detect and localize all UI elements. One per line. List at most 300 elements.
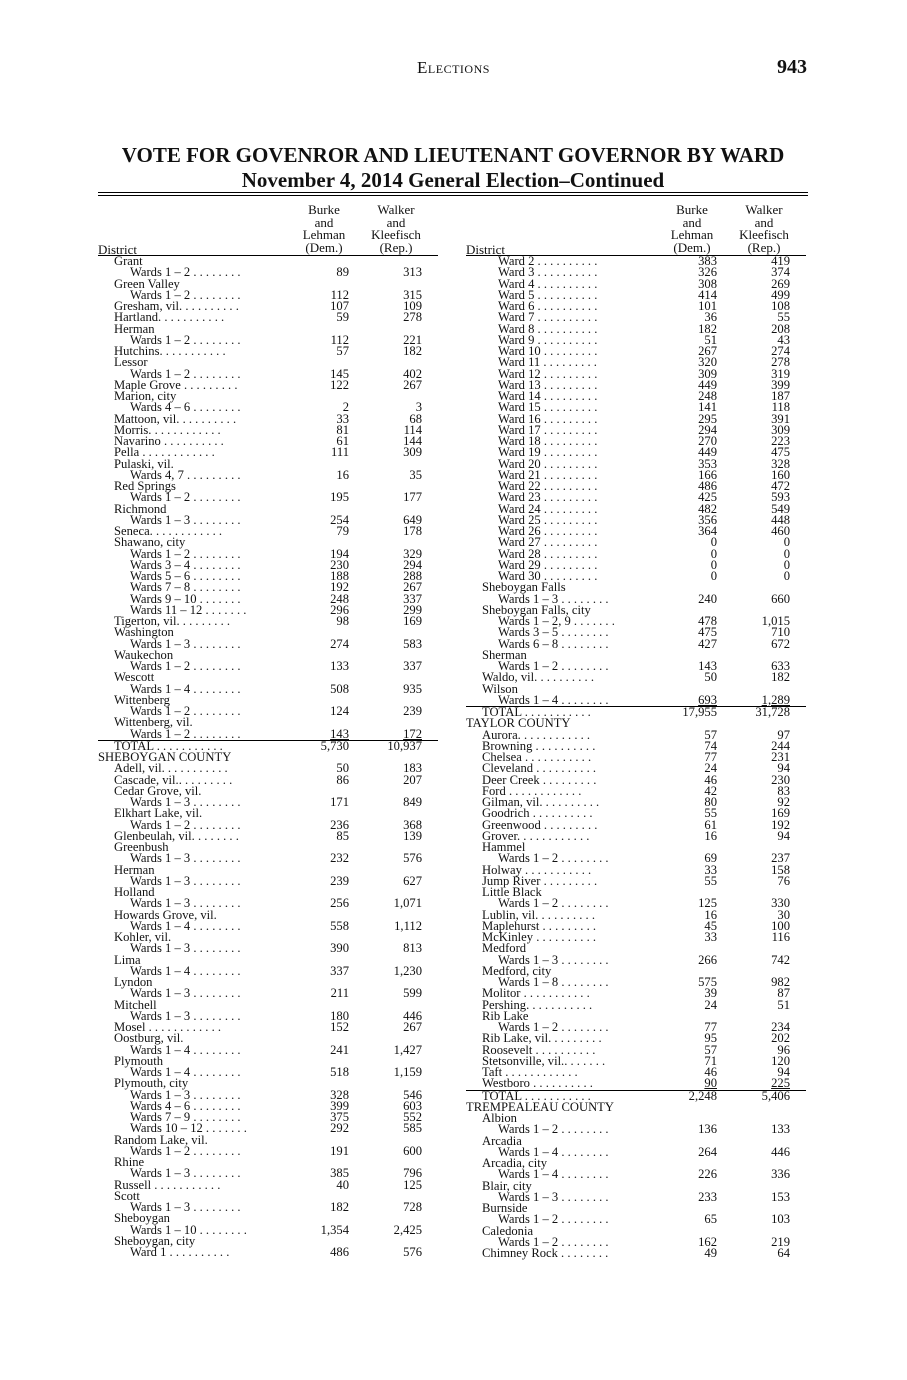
district-name: Grant xyxy=(114,254,143,268)
district-name: Wards 1 – 2 . . . . . . . . xyxy=(498,1020,609,1034)
walker-votes: 160 xyxy=(771,467,790,482)
burke-votes: 427 xyxy=(698,636,717,651)
header-line: and xyxy=(314,214,334,230)
district-name: TOTAL . . . . . . . . . . . xyxy=(482,1088,591,1103)
district-name: Ward 28 . . . . . . . . . xyxy=(498,546,598,561)
walker-votes: 0 xyxy=(783,535,790,550)
walker-votes: 583 xyxy=(403,636,422,651)
district-name: Marion, city xyxy=(114,389,177,403)
district-name: Wards 1 – 4 . . . . . . . . xyxy=(498,1167,609,1182)
walker-votes: 288 xyxy=(403,569,422,583)
burke-votes: 49 xyxy=(704,1246,717,1260)
walker-votes: 313 xyxy=(403,265,422,280)
walker-votes: 633 xyxy=(771,659,790,673)
walker-votes: 329 xyxy=(403,546,422,561)
walker-votes: 92 xyxy=(777,795,790,809)
district-name: Wards 1 – 3 . . . . . . . . xyxy=(130,512,241,527)
district-name: Rib Lake, vil. . . . . . . . . xyxy=(482,1031,602,1046)
district-name: Deer Creek . . . . . . . . . xyxy=(482,772,597,787)
walker-votes: 267 xyxy=(403,580,422,595)
district-name: Russell . . . . . . . . . . . xyxy=(114,1177,221,1192)
burke-votes: 55 xyxy=(704,873,717,888)
left-rows xyxy=(98,256,438,1258)
walker-votes: 225 xyxy=(771,1076,790,1091)
walker-votes: 55 xyxy=(777,310,790,325)
header-line: Burke xyxy=(676,202,708,217)
district-name: Wards 1 – 4 . . . . . . . . xyxy=(130,963,241,978)
page-number: 943 xyxy=(777,56,807,78)
burke-header xyxy=(294,204,354,254)
district-name: Wards 4 – 6 . . . . . . . . xyxy=(130,400,241,415)
district-name: Oostburg, vil. xyxy=(114,1031,184,1046)
burke-votes: 71 xyxy=(704,1053,717,1068)
district-name: Holway . . . . . . . . . . . xyxy=(482,862,592,877)
walker-votes: 96 xyxy=(777,1042,790,1057)
burke-votes: 133 xyxy=(330,659,349,673)
burke-votes: 478 xyxy=(698,614,717,628)
burke-votes: 171 xyxy=(330,795,349,809)
burke-votes: 141 xyxy=(698,400,717,415)
walker-votes: 192 xyxy=(771,817,790,832)
burke-votes: 86 xyxy=(336,772,349,787)
burke-votes: 33 xyxy=(704,930,717,944)
district-name: Burnside xyxy=(482,1201,528,1215)
burke-votes: 294 xyxy=(698,422,717,437)
burke-votes: 65 xyxy=(704,1212,717,1227)
header-line: (Dem.) xyxy=(673,239,711,255)
district-name: Wards 1 – 2 . . . . . . . . xyxy=(498,1212,609,1227)
district-name: Ward 2 . . . . . . . . . . xyxy=(498,254,598,268)
district-name: Wards 1 – 3 . . . . . . . . xyxy=(130,873,241,888)
district-name: Ward 26 . . . . . . . . . xyxy=(498,524,598,538)
district-name: Lublin, vil. . . . . . . . . . xyxy=(482,907,595,922)
district-name: Wards 1 – 3 . . . . . . . . xyxy=(130,1166,241,1181)
walker-votes: 600 xyxy=(403,1143,422,1158)
header-line: Lehman xyxy=(670,227,714,242)
district-name: Blair, city xyxy=(482,1178,532,1193)
burke-votes: 390 xyxy=(330,941,349,956)
table-row xyxy=(466,1248,806,1259)
walker-votes: 742 xyxy=(771,952,790,967)
district-name: Wards 1 – 2 . . . . . . . . xyxy=(130,817,241,832)
district-name: Wards 1 – 2 . . . . . . . . xyxy=(498,896,609,911)
district-name: Ward 8 . . . . . . . . . . xyxy=(498,321,598,336)
district-name: Seneca. . . . . . . . . . . . xyxy=(114,524,223,538)
walker-votes: 460 xyxy=(771,524,790,538)
district-name: Maplehurst . . . . . . . . . xyxy=(482,918,597,933)
burke-votes: 180 xyxy=(330,1008,349,1023)
header-line: (Dem.) xyxy=(305,239,343,255)
walker-votes: 239 xyxy=(403,704,422,718)
walker-votes: 116 xyxy=(771,930,790,944)
header-line: Lehman xyxy=(302,227,346,242)
district-name: TREMPEALEAU COUNTY xyxy=(466,1099,614,1114)
walker-votes: 419 xyxy=(771,254,790,268)
walker-votes: 599 xyxy=(403,986,422,1001)
header-line: Walker xyxy=(745,202,783,217)
title-rule xyxy=(98,195,808,196)
walker-votes: 178 xyxy=(403,524,422,538)
burke-votes: 353 xyxy=(698,456,717,471)
walker-votes: 118 xyxy=(771,400,790,415)
district-name: Wards 1 – 2 . . . . . . . . xyxy=(130,659,241,673)
district-name: Elkhart Lake, vil. xyxy=(114,806,203,821)
burke-votes: 16 xyxy=(704,907,717,922)
walker-votes: 603 xyxy=(403,1098,422,1113)
burke-votes: 194 xyxy=(330,546,349,561)
burke-votes: 24 xyxy=(704,997,717,1012)
district-name: Sherman xyxy=(482,647,527,662)
header-line: Kleefisch xyxy=(739,227,789,242)
walker-votes: 336 xyxy=(771,1167,790,1182)
district-name: Wards 1 – 3 . . . . . . . . xyxy=(130,896,241,911)
district-name: Wards 1 – 2 . . . . . . . . xyxy=(130,1143,241,1158)
district-name: Hartland. . . . . . . . . . . xyxy=(114,310,225,325)
burke-votes: 77 xyxy=(704,750,717,764)
burke-votes: 17,955 xyxy=(682,705,717,719)
district-name: Ward 24 . . . . . . . . . xyxy=(498,501,598,516)
burke-votes: 518 xyxy=(330,1065,349,1079)
walker-votes: 660 xyxy=(771,591,790,606)
header-line: Burke xyxy=(308,202,340,217)
district-name: Wittenberg xyxy=(114,692,170,707)
district-name: Richmond xyxy=(114,501,167,516)
burke-votes: 232 xyxy=(330,851,349,866)
walker-votes: 549 xyxy=(771,501,790,516)
district-name: Rhine xyxy=(114,1155,145,1169)
walker-votes: 223 xyxy=(771,434,790,448)
district-name: Wards 1 – 2 . . . . . . . . xyxy=(130,287,241,302)
district-name: Ward 9 . . . . . . . . . . xyxy=(498,332,598,347)
district-name: Wards 1 – 10 . . . . . . . . xyxy=(130,1222,247,1237)
burke-votes: 59 xyxy=(336,310,349,325)
burke-votes: 264 xyxy=(698,1144,717,1159)
district-name: Tigerton, vil. . . . . . . . . xyxy=(114,614,231,628)
district-name: Mitchell xyxy=(114,997,157,1012)
burke-votes: 145 xyxy=(330,366,349,381)
district-name: Arcadia, city xyxy=(482,1156,548,1170)
burke-votes: 248 xyxy=(330,591,349,606)
walker-votes: 182 xyxy=(403,344,422,358)
district-name: Wards 1 – 2 . . . . . . . . xyxy=(498,1234,609,1249)
walker-votes: 103 xyxy=(771,1212,790,1227)
district-name: Gresham, vil. . . . . . . . . . xyxy=(114,299,239,313)
district-name: Wards 1 – 2 . . . . . . . . xyxy=(130,726,241,741)
walker-votes: 1,230 xyxy=(393,963,422,978)
walker-votes: 0 xyxy=(783,557,790,572)
walker-votes: 1,289 xyxy=(761,692,790,707)
burke-votes: 90 xyxy=(704,1076,717,1091)
district-name: Wards 1 – 3 . . . . . . . . xyxy=(498,591,609,606)
district-name: Wards 1 – 4 . . . . . . . . xyxy=(130,1065,241,1079)
walker-votes: 1,159 xyxy=(393,1065,422,1079)
burke-votes: 0 xyxy=(710,569,717,583)
district-name: Random Lake, vil. xyxy=(114,1132,208,1147)
walker-votes: 309 xyxy=(403,445,422,460)
burke-votes: 399 xyxy=(330,1098,349,1113)
district-name: Sheboygan xyxy=(114,1211,170,1226)
burke-votes: 414 xyxy=(698,287,717,302)
burke-votes: 95 xyxy=(704,1031,717,1046)
burke-votes: 162 xyxy=(698,1234,717,1249)
burke-votes: 326 xyxy=(698,265,717,280)
district-name: Wards 1 – 3 . . . . . . . . xyxy=(130,851,241,866)
walker-votes: 546 xyxy=(403,1087,422,1102)
district-name: Ward 18 . . . . . . . . . xyxy=(498,434,598,448)
burke-votes: 80 xyxy=(704,795,717,809)
walker-votes: 169 xyxy=(771,806,790,821)
burke-votes: 33 xyxy=(704,862,717,877)
district-name: TAYLOR COUNTY xyxy=(466,716,571,731)
district-name: Wittenberg, vil. xyxy=(114,715,193,730)
district-name: Wards 9 – 10 . . . . . . . xyxy=(130,591,241,606)
table-row xyxy=(98,1177,438,1192)
district-name: Chelsea . . . . . . . . . . . xyxy=(482,750,592,764)
district-name: Browning . . . . . . . . . . xyxy=(482,738,596,753)
district-name: Wescott xyxy=(114,670,155,685)
walker-votes: 83 xyxy=(777,783,790,798)
district-name: Washington xyxy=(114,625,174,640)
district-name: Ward 16 . . . . . . . . . xyxy=(498,411,598,426)
district-name: Morris. . . . . . . . . . . . xyxy=(114,422,221,437)
walker-votes: 139 xyxy=(403,828,422,843)
walker-header xyxy=(734,204,794,254)
walker-votes: 499 xyxy=(771,287,790,302)
burke-votes: 508 xyxy=(330,681,349,696)
burke-votes: 364 xyxy=(698,524,717,538)
district-name: Plymouth xyxy=(114,1053,163,1068)
district-name: Ward 21 . . . . . . . . . xyxy=(498,467,598,482)
header-line: Walker xyxy=(377,202,415,217)
walker-votes: 576 xyxy=(403,1245,422,1259)
district-name: Herman xyxy=(114,321,155,336)
district-name: Gilman, vil. . . . . . . . . . xyxy=(482,795,600,809)
table-row xyxy=(98,943,438,954)
district-name: Wards 3 – 5 . . . . . . . . xyxy=(498,625,609,640)
header-line: (Rep.) xyxy=(379,239,413,255)
running-head xyxy=(0,56,907,80)
walker-votes: 593 xyxy=(771,490,790,505)
district-name: Pulaski, vil. xyxy=(114,456,174,471)
district-name: Wards 1 – 2 . . . . . . . . xyxy=(498,659,609,673)
district-name: Ward 22 . . . . . . . . . xyxy=(498,479,598,493)
district-name: Wards 1 – 2 . . . . . . . . xyxy=(130,704,241,718)
burke-votes: 486 xyxy=(330,1245,349,1259)
district-name: Ward 6 . . . . . . . . . . xyxy=(498,299,598,313)
burke-votes: 46 xyxy=(704,1065,717,1079)
column-header xyxy=(98,204,438,256)
district-name: Wards 1 – 3 . . . . . . . . xyxy=(498,952,609,967)
walker-votes: 133 xyxy=(771,1122,790,1137)
table-row xyxy=(98,1247,438,1258)
walker-votes: 2,425 xyxy=(393,1222,422,1237)
walker-votes: 94 xyxy=(777,1065,790,1079)
burke-votes: 50 xyxy=(336,761,349,776)
walker-votes: 1,015 xyxy=(761,614,790,628)
district-name: Goodrich . . . . . . . . . . xyxy=(482,806,593,821)
district-name: Red Springs xyxy=(114,479,176,493)
burke-votes: 337 xyxy=(330,963,349,978)
district-name: McKinley . . . . . . . . . . xyxy=(482,930,597,944)
section-name: Elections xyxy=(417,58,490,77)
walker-votes: 1,427 xyxy=(393,1042,422,1057)
column-header xyxy=(466,204,806,256)
district-name: Arcadia xyxy=(482,1133,522,1148)
burke-votes: 241 xyxy=(330,1042,349,1057)
walker-votes: 448 xyxy=(771,512,790,527)
walker-votes: 125 xyxy=(403,1177,422,1192)
walker-votes: 552 xyxy=(403,1110,422,1124)
burke-votes: 449 xyxy=(698,377,717,392)
burke-votes: 356 xyxy=(698,512,717,527)
burke-votes: 267 xyxy=(698,344,717,358)
walker-votes: 1,071 xyxy=(393,896,422,911)
walker-votes: 153 xyxy=(771,1189,790,1204)
district-name: Wards 6 – 8 . . . . . . . . xyxy=(498,636,609,651)
burke-votes: 425 xyxy=(698,490,717,505)
district-name: Holland xyxy=(114,885,155,899)
burke-votes: 61 xyxy=(704,817,717,832)
burke-votes: 124 xyxy=(330,704,349,718)
walker-votes: 207 xyxy=(403,772,422,787)
district-name: Ward 19 . . . . . . . . . xyxy=(498,445,598,460)
burke-votes: 2 xyxy=(342,400,349,415)
burke-votes: 188 xyxy=(330,569,349,583)
walker-votes: 935 xyxy=(403,681,422,696)
walker-votes: 274 xyxy=(771,344,790,358)
district-name: Ward 5 . . . . . . . . . . xyxy=(498,287,598,302)
district-name: Wards 1 – 2 . . . . . . . . xyxy=(130,490,241,505)
burke-votes: 486 xyxy=(698,479,717,493)
burke-votes: 240 xyxy=(698,591,717,606)
burke-votes: 1,354 xyxy=(320,1222,349,1237)
district-name: Wards 1 – 8 . . . . . . . . xyxy=(498,975,609,989)
walker-votes: 374 xyxy=(771,265,790,280)
burke-votes: 51 xyxy=(704,332,717,347)
walker-votes: 182 xyxy=(771,670,790,685)
walker-votes: 649 xyxy=(403,512,422,527)
district-name: Ford . . . . . . . . . . . . xyxy=(482,783,582,798)
walker-votes: 294 xyxy=(403,557,422,572)
district-name: Molitor . . . . . . . . . . . xyxy=(482,986,590,1001)
district-name: Pershing. . . . . . . . . . . xyxy=(482,997,593,1012)
walker-votes: 94 xyxy=(777,828,790,843)
district-name: Sheboygan, city xyxy=(114,1233,196,1248)
burke-votes: 89 xyxy=(336,265,349,280)
burke-votes: 233 xyxy=(698,1189,717,1204)
district-name: Ward 7 . . . . . . . . . . xyxy=(498,310,598,325)
district-name: Wards 1 – 4 . . . . . . . . xyxy=(498,1144,609,1159)
district-name: Ward 29 . . . . . . . . . xyxy=(498,557,598,572)
burke-votes: 295 xyxy=(698,411,717,426)
walker-votes: 87 xyxy=(777,986,790,1001)
table-title-line2: November 4, 2014 General Election–Continued xyxy=(241,168,665,192)
walker-votes: 728 xyxy=(403,1200,422,1214)
burke-votes: 192 xyxy=(330,580,349,595)
walker-votes: 68 xyxy=(409,411,422,426)
burke-votes: 111 xyxy=(331,445,349,460)
walker-votes: 114 xyxy=(403,422,422,437)
district-name: Wards 4, 7 . . . . . . . . . xyxy=(130,467,241,482)
district-name: Waukechon xyxy=(114,647,174,662)
burke-votes: 0 xyxy=(710,557,717,572)
walker-votes: 76 xyxy=(777,873,790,888)
district-name: Ward 25 . . . . . . . . . xyxy=(498,512,598,527)
burke-votes: 57 xyxy=(336,344,349,358)
table-row xyxy=(98,346,438,357)
walker-votes: 208 xyxy=(771,321,790,336)
walker-votes: 64 xyxy=(777,1246,790,1260)
burke-votes: 328 xyxy=(330,1087,349,1102)
left-column xyxy=(98,204,438,1258)
walker-votes: 94 xyxy=(777,761,790,776)
table-title xyxy=(98,143,808,193)
walker-votes: 278 xyxy=(771,355,790,370)
district-name: Ward 10 . . . . . . . . . xyxy=(498,344,598,358)
walker-votes: 319 xyxy=(771,366,790,381)
district-name: Maple Grove . . . . . . . . . xyxy=(114,377,238,392)
walker-votes: 158 xyxy=(771,862,790,877)
district-name: TOTAL . . . . . . . . . . . xyxy=(482,705,591,719)
district-name: Green Valley xyxy=(114,276,180,291)
district-name: Wards 1 – 3 . . . . . . . . xyxy=(130,986,241,1001)
walker-votes: 237 xyxy=(771,851,790,866)
burke-votes: 79 xyxy=(336,524,349,538)
burke-votes: 308 xyxy=(698,276,717,291)
walker-votes: 109 xyxy=(403,299,422,313)
district-name: Ward 14 . . . . . . . . . xyxy=(498,389,598,403)
walker-votes: 0 xyxy=(783,569,790,583)
district-name: Ward 15 . . . . . . . . . xyxy=(498,400,598,415)
district-name: Medford, city xyxy=(482,963,552,978)
burke-votes: 254 xyxy=(330,512,349,527)
burke-votes: 230 xyxy=(330,557,349,572)
district-name: Wards 1 – 2 . . . . . . . . xyxy=(498,851,609,866)
walker-votes: 177 xyxy=(403,490,422,505)
burke-votes: 309 xyxy=(698,366,717,381)
burke-votes: 375 xyxy=(330,1110,349,1124)
district-name: Wards 3 – 4 . . . . . . . . xyxy=(130,557,241,572)
district-name: Greenbush xyxy=(114,840,169,854)
district-name: Grover. . . . . . . . . . . . xyxy=(482,828,590,843)
burke-votes: 2,248 xyxy=(688,1088,717,1103)
district-name: Mattoon, vil. . . . . . . . . . xyxy=(114,411,237,426)
district-name: Wards 1 – 4 . . . . . . . . xyxy=(130,1042,241,1057)
district-name: Caledonia xyxy=(482,1223,534,1238)
burke-votes: 61 xyxy=(336,434,349,448)
walker-votes: 472 xyxy=(771,479,790,493)
burke-votes: 236 xyxy=(330,817,349,832)
burke-votes: 558 xyxy=(330,918,349,933)
burke-votes: 136 xyxy=(698,1122,717,1137)
walker-votes: 51 xyxy=(777,997,790,1012)
district-name: Wards 5 – 6 . . . . . . . . xyxy=(130,569,241,583)
walker-votes: 43 xyxy=(777,332,790,347)
burke-votes: 320 xyxy=(698,355,717,370)
district-name: Plymouth, city xyxy=(114,1076,189,1091)
district-name: Wards 10 – 12 . . . . . . . xyxy=(130,1121,247,1136)
walker-votes: 672 xyxy=(771,636,790,651)
district-name: Wards 11 – 12 . . . . . . . xyxy=(130,602,247,617)
walker-votes: 309 xyxy=(771,422,790,437)
walker-votes: 269 xyxy=(771,276,790,291)
burke-votes: 239 xyxy=(330,873,349,888)
walker-votes: 710 xyxy=(771,625,790,640)
district-name: Lima xyxy=(114,952,141,967)
district-name: Ward 13 . . . . . . . . . xyxy=(498,377,598,392)
walker-votes: 796 xyxy=(403,1166,422,1181)
burke-votes: 50 xyxy=(704,670,717,685)
